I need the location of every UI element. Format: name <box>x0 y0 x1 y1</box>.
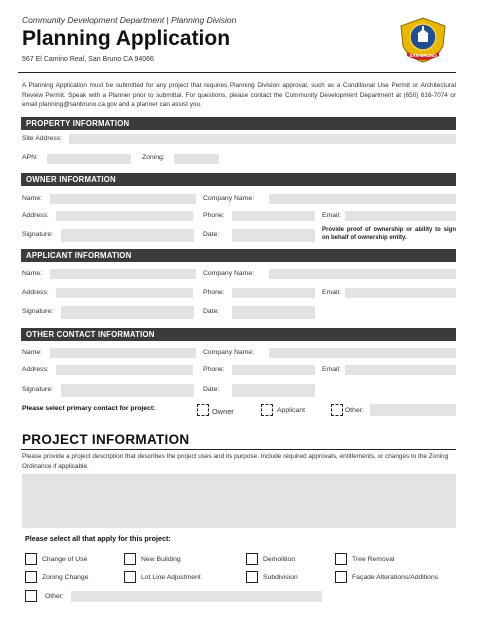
site-address-field[interactable] <box>69 134 456 144</box>
new-building-label: New Building <box>141 556 181 563</box>
subdivision-label: Subdivision <box>263 574 298 581</box>
applicant-email-label: Email: <box>322 289 341 296</box>
tree-removal-checkbox[interactable] <box>335 553 347 565</box>
section-bar-owner: OWNER INFORMATION <box>21 173 456 186</box>
applicant-company-field[interactable] <box>269 269 456 279</box>
facade-alterations-checkbox[interactable] <box>335 571 347 583</box>
city-seal-logo <box>397 16 449 64</box>
section-bar-other-contact: OTHER CONTACT INFORMATION <box>21 328 456 341</box>
demolition-checkbox[interactable] <box>246 553 258 565</box>
demolition-label: Demolition <box>263 556 296 563</box>
apn-field[interactable] <box>47 154 131 164</box>
other-email-label: Email: <box>322 366 341 373</box>
applicant-signature-field[interactable] <box>61 306 194 319</box>
subdivision-checkbox[interactable] <box>246 571 258 583</box>
applicant-signature-label: Signature: <box>22 308 53 315</box>
project-heading-divider <box>21 449 456 450</box>
owner-phone-field[interactable] <box>232 211 315 221</box>
lot-line-adjustment-checkbox[interactable] <box>124 571 136 583</box>
change-of-use-checkbox[interactable] <box>25 553 37 565</box>
owner-company-field[interactable] <box>269 194 456 204</box>
other-company-field[interactable] <box>269 348 456 358</box>
header-divider <box>18 72 456 73</box>
site-address-label: Site Address: <box>22 135 63 142</box>
owner-date-field[interactable] <box>232 229 315 242</box>
applicant-phone-field[interactable] <box>232 288 315 298</box>
zoning-label: Zoning: <box>142 154 165 161</box>
section-bar-property: PROPERTY INFORMATION <box>21 117 456 130</box>
seal-text: SAN BRUNO <box>409 53 437 58</box>
page-title: Planning Application <box>22 27 231 50</box>
owner-date-label: Date: <box>203 231 220 238</box>
new-building-checkbox[interactable] <box>124 553 136 565</box>
applicant-address-label: Address: <box>22 289 49 296</box>
applicant-company-label: Company Name: <box>203 270 254 277</box>
owner-company-label: Company Name: <box>203 195 254 202</box>
other-project-type-label: Other: <box>45 593 64 600</box>
zoning-field[interactable] <box>174 154 219 164</box>
intro-paragraph: A Planning Application must be submitted for any project that requires Planning Division approval, such as a Conditional Use Permit or Architectural Review Permit. Speak with a Planner prior to submittal. For questions, please contact the Community Development Department at (650) 616-7074 or email planning@sanbruno.ca.gov and a planner can assist you. <box>22 82 456 109</box>
owner-address-label: Address: <box>22 212 49 219</box>
primary-applicant-checkbox[interactable] <box>261 404 273 416</box>
zoning-change-checkbox[interactable] <box>25 571 37 583</box>
primary-owner-label: Owner <box>212 407 234 416</box>
other-name-field[interactable] <box>50 348 196 358</box>
other-address-field[interactable] <box>56 365 193 375</box>
other-company-label: Company Name: <box>203 349 254 356</box>
other-signature-field[interactable] <box>61 384 194 397</box>
other-phone-label: Phone: <box>203 366 225 373</box>
owner-address-field[interactable] <box>56 211 193 221</box>
owner-email-field[interactable] <box>345 211 456 221</box>
applicant-name-field[interactable] <box>50 269 196 279</box>
change-of-use-label: Change of Use <box>42 556 88 563</box>
department-line: Community Development Department | Planning Division <box>22 15 237 25</box>
primary-owner-checkbox[interactable] <box>197 404 209 416</box>
other-phone-field[interactable] <box>232 365 315 375</box>
tree-removal-label: Tree Removal <box>352 556 395 563</box>
applicant-email-field[interactable] <box>345 288 456 298</box>
primary-applicant-label: Applicant <box>277 407 305 414</box>
other-date-label: Date: <box>203 386 220 393</box>
facade-alterations-label: Façade Alterations/Additions <box>352 574 439 581</box>
other-date-field[interactable] <box>232 384 315 397</box>
other-signature-label: Signature: <box>22 386 53 393</box>
owner-signature-field[interactable] <box>61 229 194 242</box>
other-address-label: Address: <box>22 366 49 373</box>
primary-other-label: Other: <box>345 407 364 414</box>
primary-other-checkbox[interactable] <box>331 404 343 416</box>
owner-phone-label: Phone: <box>203 212 225 219</box>
applicant-phone-label: Phone: <box>203 289 225 296</box>
other-name-label: Name: <box>22 349 43 356</box>
office-address: 567 El Camino Real, San Bruno CA 94066 <box>22 56 154 63</box>
lot-line-adjustment-label: Lot Line Adjustment <box>141 574 201 581</box>
project-info-heading: PROJECT INFORMATION <box>22 432 190 447</box>
applicant-date-field[interactable] <box>232 306 315 319</box>
applicant-address-field[interactable] <box>56 288 193 298</box>
owner-email-label: Email: <box>322 212 341 219</box>
apn-label: APN: <box>22 154 38 161</box>
primary-contact-prompt: Please select primary contact for project: <box>22 405 156 412</box>
other-email-field[interactable] <box>345 365 456 375</box>
primary-other-field[interactable] <box>370 404 456 416</box>
section-bar-applicant: APPLICANT INFORMATION <box>21 249 456 262</box>
zoning-change-label: Zoning Change <box>42 574 89 581</box>
owner-name-field[interactable] <box>50 194 196 204</box>
applicant-name-label: Name: <box>22 270 43 277</box>
applicant-date-label: Date: <box>203 308 220 315</box>
project-description-field[interactable] <box>22 474 456 528</box>
owner-signature-label: Signature: <box>22 231 53 238</box>
project-type-prompt: Please select all that apply for this project: <box>25 534 171 543</box>
other-project-type-checkbox[interactable] <box>25 590 37 602</box>
other-project-type-field[interactable] <box>71 591 322 602</box>
project-description-instructions: Please provide a project description that describes the project uses and its purpose. Include required approvals, entitlements, or changes to the Zoning Ordinance if applicable. <box>22 453 449 470</box>
ownership-proof-note: Provide proof of ownership or ability to sign on behalf of ownership entity. <box>322 227 456 241</box>
owner-name-label: Name: <box>22 195 43 202</box>
